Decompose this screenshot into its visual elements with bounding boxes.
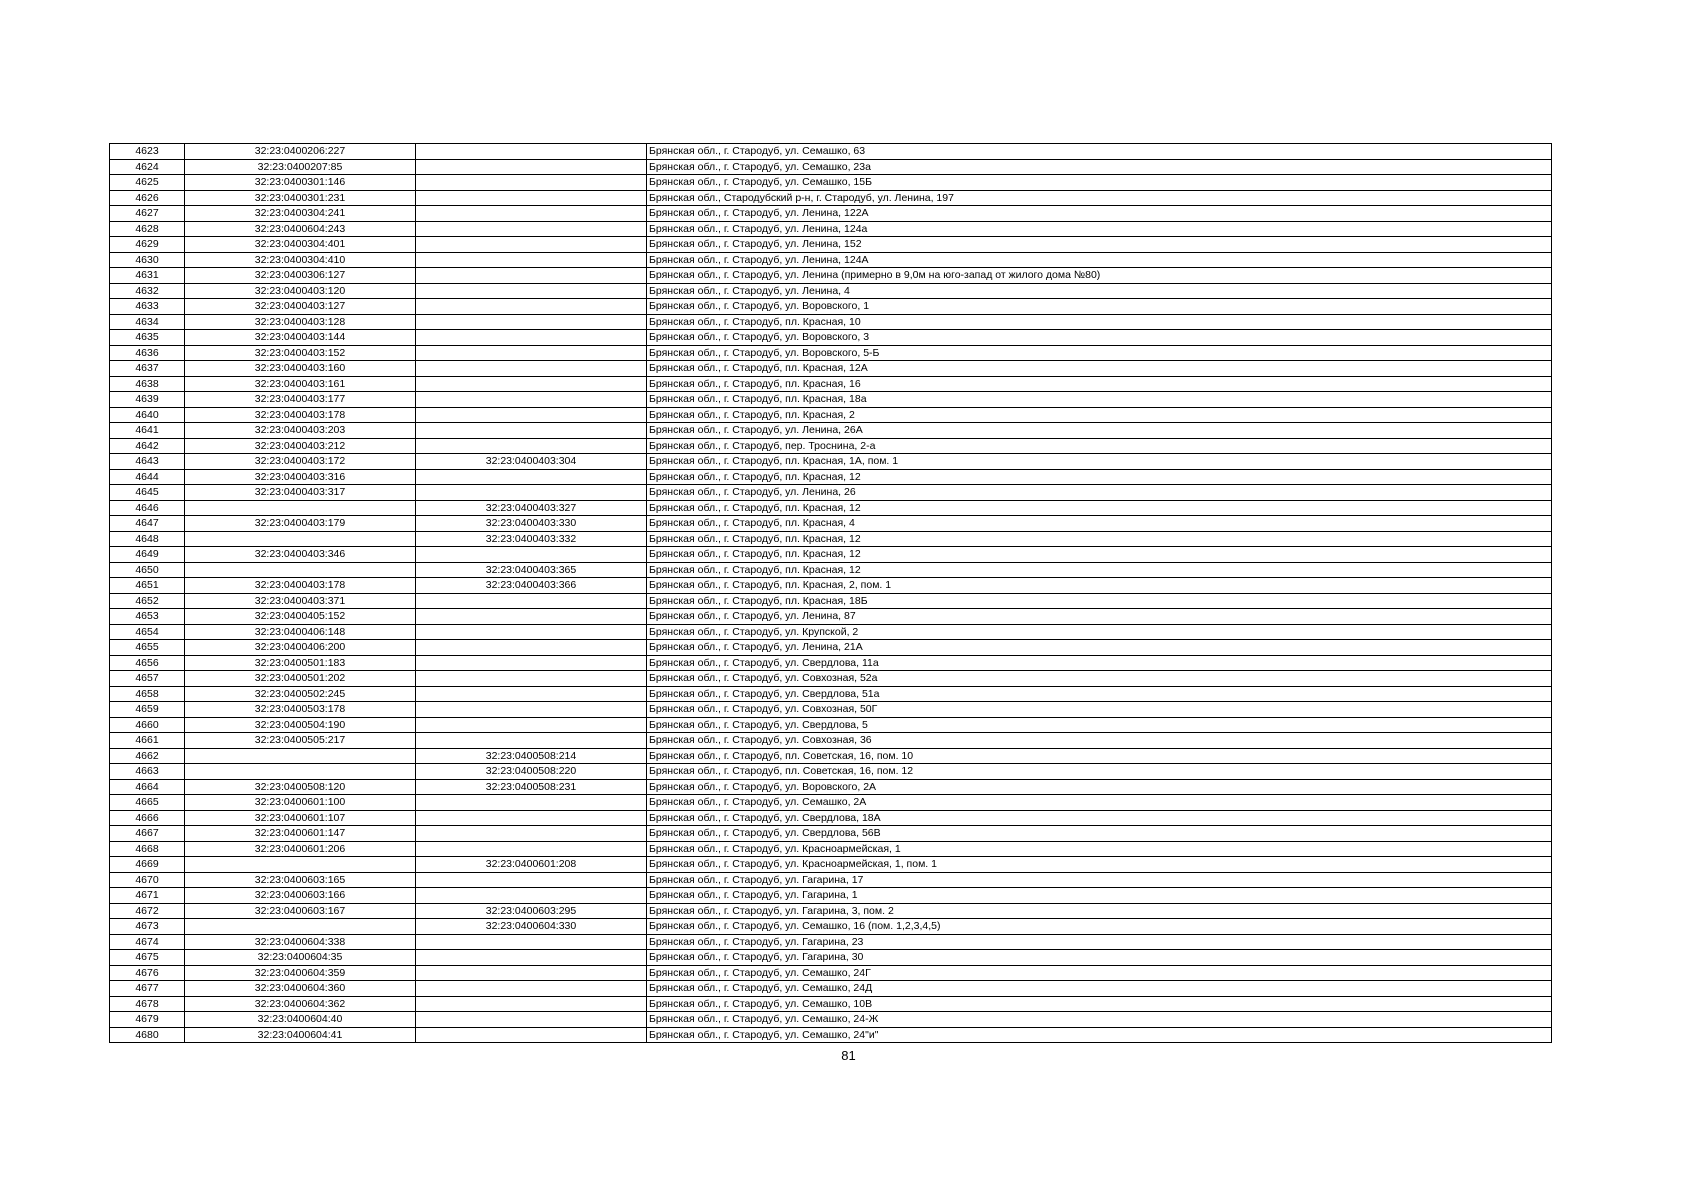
row-number-cell: 4673 bbox=[110, 919, 185, 935]
cadastral-number-cell: 32:23:0400403:128 bbox=[185, 314, 416, 330]
row-number-cell: 4672 bbox=[110, 903, 185, 919]
cadastral-number-cell: 32:23:0400304:401 bbox=[185, 237, 416, 253]
address-cell: Брянская обл., г. Стародуб, ул. Ленина (примерно в 9,0м на юго-запад от жилого дома №80) bbox=[647, 268, 1552, 284]
table-row bbox=[110, 175, 1552, 191]
address-cell: Брянская обл., г. Стародуб, ул. Гагарина, 23 bbox=[647, 934, 1552, 950]
row-number-cell: 4661 bbox=[110, 733, 185, 749]
address-cell: Брянская обл., г. Стародуб, пл. Красная, 18а bbox=[647, 392, 1552, 408]
row-number-cell: 4671 bbox=[110, 888, 185, 904]
table-row bbox=[110, 562, 1552, 578]
object-cadastral-number-cell bbox=[416, 252, 647, 268]
object-cadastral-number-cell bbox=[416, 609, 647, 625]
table-row bbox=[110, 531, 1552, 547]
row-number-cell: 4632 bbox=[110, 283, 185, 299]
object-cadastral-number-cell bbox=[416, 810, 647, 826]
address-cell: Брянская обл., г. Стародуб, пл. Красная, 1А, пом. 1 bbox=[647, 454, 1552, 470]
object-cadastral-number-cell bbox=[416, 671, 647, 687]
object-cadastral-number-cell bbox=[416, 640, 647, 656]
object-cadastral-number-cell bbox=[416, 872, 647, 888]
cadastral-number-cell: 32:23:0400304:410 bbox=[185, 252, 416, 268]
address-cell: Брянская обл., г. Стародуб, ул. Гагарина, 1 bbox=[647, 888, 1552, 904]
address-cell: Брянская обл., г. Стародуб, ул. Семашко, 16 (пом. 1,2,3,4,5) bbox=[647, 919, 1552, 935]
object-cadastral-number-cell: 32:23:0400403:304 bbox=[416, 454, 647, 470]
address-cell: Брянская обл., г. Стародуб, ул. Воровского, 1 bbox=[647, 299, 1552, 315]
address-cell: Брянская обл., г. Стародуб, ул. Ленина, 124а bbox=[647, 221, 1552, 237]
cadastral-number-cell: 32:23:0400405:152 bbox=[185, 609, 416, 625]
row-number-cell: 4663 bbox=[110, 764, 185, 780]
cadastral-number-cell: 32:23:0400601:100 bbox=[185, 795, 416, 811]
cadastral-number-cell: 32:23:0400304:241 bbox=[185, 206, 416, 222]
cadastral-number-cell: 32:23:0400601:107 bbox=[185, 810, 416, 826]
row-number-cell: 4630 bbox=[110, 252, 185, 268]
address-cell: Брянская обл., г. Стародуб, пер. Троснина, 2-а bbox=[647, 438, 1552, 454]
address-cell: Брянская обл., г. Стародуб, ул. Совхозная, 50Г bbox=[647, 702, 1552, 718]
object-cadastral-number-cell bbox=[416, 206, 647, 222]
cadastral-number-cell: 32:23:0400403:161 bbox=[185, 376, 416, 392]
object-cadastral-number-cell: 32:23:0400604:330 bbox=[416, 919, 647, 935]
object-cadastral-number-cell bbox=[416, 655, 647, 671]
cadastral-number-cell: 32:23:0400206:227 bbox=[185, 144, 416, 160]
row-number-cell: 4678 bbox=[110, 996, 185, 1012]
row-number-cell: 4659 bbox=[110, 702, 185, 718]
table-row bbox=[110, 609, 1552, 625]
table-row bbox=[110, 748, 1552, 764]
row-number-cell: 4669 bbox=[110, 857, 185, 873]
cadastral-number-cell: 32:23:0400501:183 bbox=[185, 655, 416, 671]
object-cadastral-number-cell: 32:23:0400603:295 bbox=[416, 903, 647, 919]
table-row bbox=[110, 919, 1552, 935]
cadastral-number-cell bbox=[185, 748, 416, 764]
table-row bbox=[110, 547, 1552, 563]
cadastral-number-cell: 32:23:0400406:148 bbox=[185, 624, 416, 640]
row-number-cell: 4637 bbox=[110, 361, 185, 377]
object-cadastral-number-cell bbox=[416, 283, 647, 299]
cadastral-number-cell bbox=[185, 531, 416, 547]
address-cell: Брянская обл., г. Стародуб, ул. Семашко, 24-Ж bbox=[647, 1012, 1552, 1028]
cadastral-number-cell: 32:23:0400604:359 bbox=[185, 965, 416, 981]
cadastral-number-cell bbox=[185, 919, 416, 935]
object-cadastral-number-cell bbox=[416, 795, 647, 811]
table-row bbox=[110, 640, 1552, 656]
table-row bbox=[110, 857, 1552, 873]
cadastral-number-cell: 32:23:0400502:245 bbox=[185, 686, 416, 702]
table-row bbox=[110, 671, 1552, 687]
cadastral-number-cell: 32:23:0400403:203 bbox=[185, 423, 416, 439]
address-cell: Брянская обл., г. Стародуб, ул. Красноармейская, 1 bbox=[647, 841, 1552, 857]
cadastral-number-cell bbox=[185, 857, 416, 873]
table-row bbox=[110, 469, 1552, 485]
object-cadastral-number-cell: 32:23:0400508:231 bbox=[416, 779, 647, 795]
cadastral-number-cell: 32:23:0400601:147 bbox=[185, 826, 416, 842]
object-cadastral-number-cell bbox=[416, 438, 647, 454]
cadastral-number-cell: 32:23:0400301:231 bbox=[185, 190, 416, 206]
table-row bbox=[110, 454, 1552, 470]
address-cell: Брянская обл., г. Стародуб, ул. Семашко, 23а bbox=[647, 159, 1552, 175]
table-row bbox=[110, 345, 1552, 361]
object-cadastral-number-cell bbox=[416, 702, 647, 718]
object-cadastral-number-cell bbox=[416, 547, 647, 563]
row-number-cell: 4648 bbox=[110, 531, 185, 547]
row-number-cell: 4634 bbox=[110, 314, 185, 330]
address-cell: Брянская обл., г. Стародуб, ул. Совхозная, 52а bbox=[647, 671, 1552, 687]
table-row bbox=[110, 252, 1552, 268]
row-number-cell: 4636 bbox=[110, 345, 185, 361]
cadastral-number-cell bbox=[185, 500, 416, 516]
table-row bbox=[110, 1027, 1552, 1043]
object-cadastral-number-cell bbox=[416, 221, 647, 237]
object-cadastral-number-cell: 32:23:0400601:208 bbox=[416, 857, 647, 873]
row-number-cell: 4675 bbox=[110, 950, 185, 966]
cadastral-number-cell: 32:23:0400403:177 bbox=[185, 392, 416, 408]
object-cadastral-number-cell: 32:23:0400403:365 bbox=[416, 562, 647, 578]
address-cell: Брянская обл., г. Стародуб, пл. Красная, 12 bbox=[647, 500, 1552, 516]
cadastral-number-cell: 32:23:0400604:360 bbox=[185, 981, 416, 997]
address-cell: Брянская обл., г. Стародуб, ул. Семашко, 24"и" bbox=[647, 1027, 1552, 1043]
object-cadastral-number-cell bbox=[416, 407, 647, 423]
table-row bbox=[110, 826, 1552, 842]
row-number-cell: 4676 bbox=[110, 965, 185, 981]
address-cell: Брянская обл., г. Стародуб, пл. Красная, 4 bbox=[647, 516, 1552, 532]
cadastral-number-cell: 32:23:0400403:172 bbox=[185, 454, 416, 470]
row-number-cell: 4664 bbox=[110, 779, 185, 795]
address-cell: Брянская обл., г. Стародуб, пл. Красная, 16 bbox=[647, 376, 1552, 392]
object-cadastral-number-cell bbox=[416, 330, 647, 346]
address-cell: Брянская обл., г. Стародуб, ул. Семашко, 2А bbox=[647, 795, 1552, 811]
cadastral-number-cell: 32:23:0400403:317 bbox=[185, 485, 416, 501]
address-cell: Брянская обл., г. Стародуб, ул. Красноармейская, 1, пом. 1 bbox=[647, 857, 1552, 873]
row-number-cell: 4646 bbox=[110, 500, 185, 516]
row-number-cell: 4674 bbox=[110, 934, 185, 950]
object-cadastral-number-cell bbox=[416, 159, 647, 175]
table-row bbox=[110, 237, 1552, 253]
object-cadastral-number-cell bbox=[416, 190, 647, 206]
object-cadastral-number-cell bbox=[416, 423, 647, 439]
cadastral-number-cell: 32:23:0400503:178 bbox=[185, 702, 416, 718]
table-row bbox=[110, 330, 1552, 346]
object-cadastral-number-cell: 32:23:0400403:330 bbox=[416, 516, 647, 532]
table-row bbox=[110, 981, 1552, 997]
address-cell: Брянская обл., г. Стародуб, пл. Красная, 12 bbox=[647, 469, 1552, 485]
address-cell: Брянская обл., г. Стародуб, ул. Свердлова, 18А bbox=[647, 810, 1552, 826]
object-cadastral-number-cell bbox=[416, 733, 647, 749]
table-row bbox=[110, 702, 1552, 718]
row-number-cell: 4645 bbox=[110, 485, 185, 501]
address-cell: Брянская обл., г. Стародуб, ул. Воровского, 3 bbox=[647, 330, 1552, 346]
table-row bbox=[110, 159, 1552, 175]
cadastral-number-cell: 32:23:0400604:362 bbox=[185, 996, 416, 1012]
object-cadastral-number-cell bbox=[416, 469, 647, 485]
cadastral-number-cell: 32:23:0400403:179 bbox=[185, 516, 416, 532]
row-number-cell: 4641 bbox=[110, 423, 185, 439]
object-cadastral-number-cell: 32:23:0400403:366 bbox=[416, 578, 647, 594]
table-row bbox=[110, 764, 1552, 780]
table-row bbox=[110, 872, 1552, 888]
object-cadastral-number-cell bbox=[416, 268, 647, 284]
address-cell: Брянская обл., г. Стародуб, ул. Свердлова, 5 bbox=[647, 717, 1552, 733]
address-cell: Брянская обл., г. Стародуб, ул. Семашко, 10В bbox=[647, 996, 1552, 1012]
table-row bbox=[110, 593, 1552, 609]
cadastral-number-cell: 32:23:0400306:127 bbox=[185, 268, 416, 284]
address-cell: Брянская обл., г. Стародуб, пл. Красная, 18Б bbox=[647, 593, 1552, 609]
row-number-cell: 4644 bbox=[110, 469, 185, 485]
table-row bbox=[110, 376, 1552, 392]
table-row bbox=[110, 810, 1552, 826]
row-number-cell: 4666 bbox=[110, 810, 185, 826]
row-number-cell: 4658 bbox=[110, 686, 185, 702]
table-row bbox=[110, 965, 1552, 981]
object-cadastral-number-cell bbox=[416, 376, 647, 392]
object-cadastral-number-cell bbox=[416, 392, 647, 408]
row-number-cell: 4635 bbox=[110, 330, 185, 346]
table-row bbox=[110, 268, 1552, 284]
address-cell: Брянская обл., г. Стародуб, ул. Ленина, 21А bbox=[647, 640, 1552, 656]
object-cadastral-number-cell: 32:23:0400403:332 bbox=[416, 531, 647, 547]
cadastral-number-cell: 32:23:0400601:206 bbox=[185, 841, 416, 857]
table-row bbox=[110, 717, 1552, 733]
table-row bbox=[110, 283, 1552, 299]
cadastral-number-cell: 32:23:0400403:316 bbox=[185, 469, 416, 485]
row-number-cell: 4654 bbox=[110, 624, 185, 640]
address-cell: Брянская обл., г. Стародуб, ул. Семашко, 63 bbox=[647, 144, 1552, 160]
table-row bbox=[110, 779, 1552, 795]
row-number-cell: 4623 bbox=[110, 144, 185, 160]
row-number-cell: 4627 bbox=[110, 206, 185, 222]
table-row bbox=[110, 841, 1552, 857]
row-number-cell: 4660 bbox=[110, 717, 185, 733]
cadastral-number-cell: 32:23:0400504:190 bbox=[185, 717, 416, 733]
address-cell: Брянская обл., г. Стародуб, ул. Ленина, 124А bbox=[647, 252, 1552, 268]
cadastral-number-cell: 32:23:0400603:166 bbox=[185, 888, 416, 904]
object-cadastral-number-cell bbox=[416, 314, 647, 330]
address-cell: Брянская обл., г. Стародуб, ул. Семашко, 15Б bbox=[647, 175, 1552, 191]
table-row bbox=[110, 950, 1552, 966]
address-cell: Брянская обл., г. Стародуб, ул. Свердлова, 11а bbox=[647, 655, 1552, 671]
address-cell: Брянская обл., г. Стародуб, ул. Семашко, 24Д bbox=[647, 981, 1552, 997]
object-cadastral-number-cell bbox=[416, 717, 647, 733]
row-number-cell: 4652 bbox=[110, 593, 185, 609]
address-cell: Брянская обл., г. Стародуб, пл. Красная, 12А bbox=[647, 361, 1552, 377]
table-row bbox=[110, 795, 1552, 811]
address-cell: Брянская обл., г. Стародуб, ул. Ленина, 26 bbox=[647, 485, 1552, 501]
row-number-cell: 4665 bbox=[110, 795, 185, 811]
table-row bbox=[110, 934, 1552, 950]
address-cell: Брянская обл., г. Стародуб, ул. Воровского, 2А bbox=[647, 779, 1552, 795]
address-cell: Брянская обл., г. Стародуб, ул. Крупской, 2 bbox=[647, 624, 1552, 640]
row-number-cell: 4670 bbox=[110, 872, 185, 888]
address-cell: Брянская обл., г. Стародуб, ул. Гагарина, 17 bbox=[647, 872, 1552, 888]
cadastral-number-cell: 32:23:0400403:120 bbox=[185, 283, 416, 299]
row-number-cell: 4680 bbox=[110, 1027, 185, 1043]
row-number-cell: 4667 bbox=[110, 826, 185, 842]
table-row bbox=[110, 1012, 1552, 1028]
address-cell: Брянская обл., г. Стародуб, пл. Советская, 16, пом. 12 bbox=[647, 764, 1552, 780]
page-number: 81 bbox=[841, 1048, 856, 1063]
cadastral-number-cell: 32:23:0400207:85 bbox=[185, 159, 416, 175]
row-number-cell: 4633 bbox=[110, 299, 185, 315]
table-row bbox=[110, 206, 1552, 222]
register-table bbox=[109, 143, 1552, 1043]
address-cell: Брянская обл., г. Стародуб, ул. Гагарина, 30 bbox=[647, 950, 1552, 966]
address-cell: Брянская обл., г. Стародуб, ул. Гагарина, 3, пом. 2 bbox=[647, 903, 1552, 919]
object-cadastral-number-cell: 32:23:0400508:214 bbox=[416, 748, 647, 764]
cadastral-number-cell: 32:23:0400603:165 bbox=[185, 872, 416, 888]
cadastral-number-cell: 32:23:0400403:178 bbox=[185, 407, 416, 423]
object-cadastral-number-cell bbox=[416, 826, 647, 842]
cadastral-number-cell: 32:23:0400403:152 bbox=[185, 345, 416, 361]
table-row bbox=[110, 686, 1552, 702]
table-row bbox=[110, 516, 1552, 532]
cadastral-number-cell: 32:23:0400403:144 bbox=[185, 330, 416, 346]
address-cell: Брянская обл., г. Стародуб, ул. Ленина, 87 bbox=[647, 609, 1552, 625]
cadastral-number-cell bbox=[185, 764, 416, 780]
address-cell: Брянская обл., г. Стародуб, пл. Красная, 10 bbox=[647, 314, 1552, 330]
object-cadastral-number-cell bbox=[416, 299, 647, 315]
cadastral-number-cell bbox=[185, 562, 416, 578]
object-cadastral-number-cell bbox=[416, 237, 647, 253]
object-cadastral-number-cell bbox=[416, 345, 647, 361]
cadastral-number-cell: 32:23:0400403:160 bbox=[185, 361, 416, 377]
object-cadastral-number-cell: 32:23:0400403:327 bbox=[416, 500, 647, 516]
address-cell: Брянская обл., г. Стародуб, ул. Совхозная, 36 bbox=[647, 733, 1552, 749]
address-cell: Брянская обл., г. Стародуб, пл. Советская, 16, пом. 10 bbox=[647, 748, 1552, 764]
row-number-cell: 4624 bbox=[110, 159, 185, 175]
cadastral-number-cell: 32:23:0400403:212 bbox=[185, 438, 416, 454]
cadastral-number-cell: 32:23:0400604:40 bbox=[185, 1012, 416, 1028]
address-cell: Брянская обл., г. Стародуб, пл. Красная, 12 bbox=[647, 547, 1552, 563]
cadastral-number-cell: 32:23:0400604:41 bbox=[185, 1027, 416, 1043]
object-cadastral-number-cell bbox=[416, 996, 647, 1012]
cadastral-number-cell: 32:23:0400604:338 bbox=[185, 934, 416, 950]
row-number-cell: 4625 bbox=[110, 175, 185, 191]
row-number-cell: 4631 bbox=[110, 268, 185, 284]
row-number-cell: 4668 bbox=[110, 841, 185, 857]
table-row bbox=[110, 299, 1552, 315]
object-cadastral-number-cell bbox=[416, 981, 647, 997]
table-row bbox=[110, 392, 1552, 408]
row-number-cell: 4655 bbox=[110, 640, 185, 656]
address-cell: Брянская обл., г. Стародуб, пл. Красная, 12 bbox=[647, 531, 1552, 547]
object-cadastral-number-cell: 32:23:0400508:220 bbox=[416, 764, 647, 780]
table-row bbox=[110, 190, 1552, 206]
object-cadastral-number-cell bbox=[416, 841, 647, 857]
cadastral-number-cell: 32:23:0400604:243 bbox=[185, 221, 416, 237]
row-number-cell: 4662 bbox=[110, 748, 185, 764]
table-row bbox=[110, 314, 1552, 330]
address-cell: Брянская обл., г. Стародуб, пл. Красная, 2 bbox=[647, 407, 1552, 423]
table-row bbox=[110, 578, 1552, 594]
row-number-cell: 4650 bbox=[110, 562, 185, 578]
cadastral-number-cell: 32:23:0400403:346 bbox=[185, 547, 416, 563]
cadastral-number-cell: 32:23:0400505:217 bbox=[185, 733, 416, 749]
table-row bbox=[110, 423, 1552, 439]
table-row bbox=[110, 221, 1552, 237]
cadastral-number-cell: 32:23:0400604:35 bbox=[185, 950, 416, 966]
address-cell: Брянская обл., г. Стародуб, ул. Семашко, 24Г bbox=[647, 965, 1552, 981]
address-cell: Брянская обл., г. Стародуб, ул. Ленина, 26А bbox=[647, 423, 1552, 439]
object-cadastral-number-cell bbox=[416, 1027, 647, 1043]
object-cadastral-number-cell bbox=[416, 950, 647, 966]
row-number-cell: 4649 bbox=[110, 547, 185, 563]
row-number-cell: 4642 bbox=[110, 438, 185, 454]
row-number-cell: 4638 bbox=[110, 376, 185, 392]
cadastral-number-cell: 32:23:0400403:371 bbox=[185, 593, 416, 609]
row-number-cell: 4647 bbox=[110, 516, 185, 532]
table-row bbox=[110, 733, 1552, 749]
address-cell: Брянская обл., г. Стародуб, ул. Воровского, 5-Б bbox=[647, 345, 1552, 361]
row-number-cell: 4629 bbox=[110, 237, 185, 253]
address-cell: Брянская обл., г. Стародуб, ул. Ленина, 122А bbox=[647, 206, 1552, 222]
row-number-cell: 4679 bbox=[110, 1012, 185, 1028]
row-number-cell: 4628 bbox=[110, 221, 185, 237]
table-row bbox=[110, 903, 1552, 919]
table-row bbox=[110, 655, 1552, 671]
address-cell: Брянская обл., г. Стародуб, ул. Свердлова, 56В bbox=[647, 826, 1552, 842]
cadastral-number-cell: 32:23:0400403:127 bbox=[185, 299, 416, 315]
address-cell: Брянская обл., г. Стародуб, ул. Ленина, 4 bbox=[647, 283, 1552, 299]
cadastral-number-cell: 32:23:0400301:146 bbox=[185, 175, 416, 191]
cadastral-number-cell: 32:23:0400406:200 bbox=[185, 640, 416, 656]
table-row bbox=[110, 407, 1552, 423]
register-table-body bbox=[110, 144, 1552, 1043]
row-number-cell: 4651 bbox=[110, 578, 185, 594]
table-row bbox=[110, 144, 1552, 160]
object-cadastral-number-cell bbox=[416, 686, 647, 702]
row-number-cell: 4653 bbox=[110, 609, 185, 625]
object-cadastral-number-cell bbox=[416, 965, 647, 981]
table-row bbox=[110, 500, 1552, 516]
object-cadastral-number-cell bbox=[416, 1012, 647, 1028]
cadastral-number-cell: 32:23:0400508:120 bbox=[185, 779, 416, 795]
object-cadastral-number-cell bbox=[416, 144, 647, 160]
table-row bbox=[110, 888, 1552, 904]
object-cadastral-number-cell bbox=[416, 175, 647, 191]
address-cell: Брянская обл., г. Стародуб, пл. Красная, 12 bbox=[647, 562, 1552, 578]
row-number-cell: 4677 bbox=[110, 981, 185, 997]
object-cadastral-number-cell bbox=[416, 888, 647, 904]
object-cadastral-number-cell bbox=[416, 934, 647, 950]
cadastral-number-cell: 32:23:0400501:202 bbox=[185, 671, 416, 687]
object-cadastral-number-cell bbox=[416, 593, 647, 609]
table-row bbox=[110, 996, 1552, 1012]
row-number-cell: 4657 bbox=[110, 671, 185, 687]
table-row bbox=[110, 624, 1552, 640]
table-row bbox=[110, 485, 1552, 501]
cadastral-number-cell: 32:23:0400403:178 bbox=[185, 578, 416, 594]
row-number-cell: 4626 bbox=[110, 190, 185, 206]
address-cell: Брянская обл., г. Стародуб, ул. Ленина, 152 bbox=[647, 237, 1552, 253]
row-number-cell: 4656 bbox=[110, 655, 185, 671]
object-cadastral-number-cell bbox=[416, 361, 647, 377]
address-cell: Брянская обл., г. Стародуб, пл. Красная, 2, пом. 1 bbox=[647, 578, 1552, 594]
row-number-cell: 4639 bbox=[110, 392, 185, 408]
cadastral-number-cell: 32:23:0400603:167 bbox=[185, 903, 416, 919]
object-cadastral-number-cell bbox=[416, 624, 647, 640]
row-number-cell: 4643 bbox=[110, 454, 185, 470]
table-row bbox=[110, 438, 1552, 454]
object-cadastral-number-cell bbox=[416, 485, 647, 501]
address-cell: Брянская обл., Стародубский р-н, г. Стародуб, ул. Ленина, 197 bbox=[647, 190, 1552, 206]
row-number-cell: 4640 bbox=[110, 407, 185, 423]
address-cell: Брянская обл., г. Стародуб, ул. Свердлова, 51а bbox=[647, 686, 1552, 702]
table-row bbox=[110, 361, 1552, 377]
